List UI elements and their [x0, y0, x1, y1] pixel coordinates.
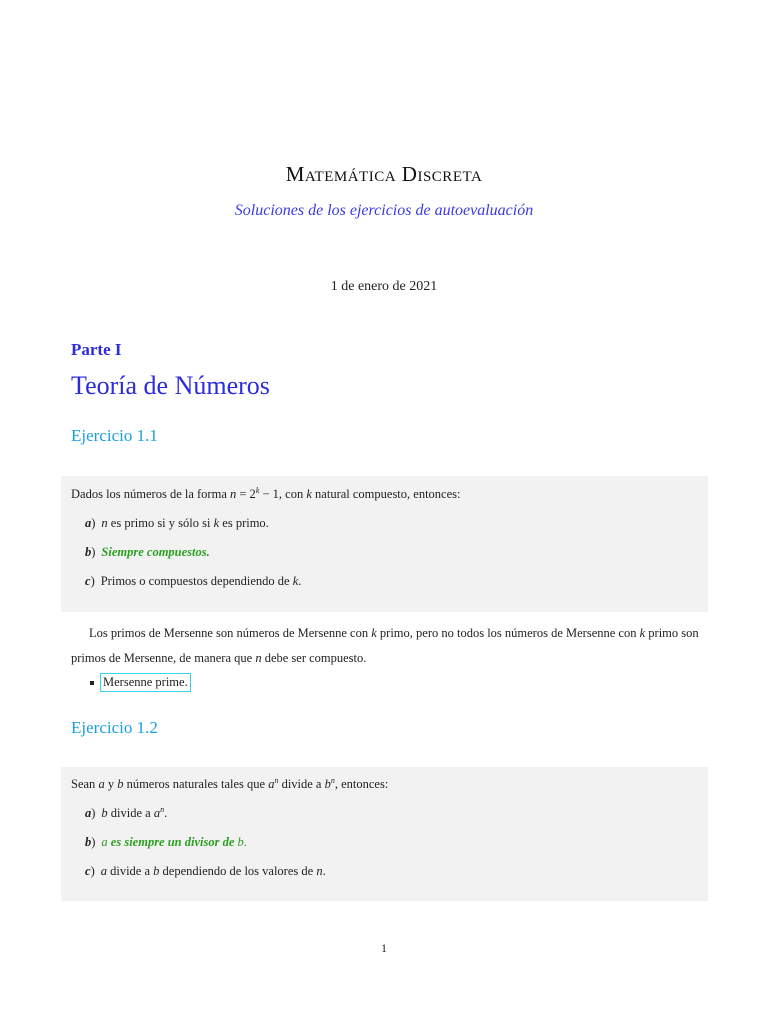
option-letter: a [85, 516, 92, 530]
math-sup: n [274, 776, 279, 785]
statement-text: números naturales tales que [123, 777, 269, 792]
option-letter: b [85, 545, 92, 559]
statement-text: Sean [71, 777, 99, 792]
bullet-icon [90, 681, 94, 685]
explanation-text: primo, pero no todos los números de Mersenne con [376, 626, 640, 640]
option-text: . [298, 574, 302, 588]
part-label: Parte I [71, 340, 122, 359]
math-var: n [316, 864, 323, 878]
math-var: k [639, 626, 646, 640]
option-text: Primos o compuestos dependiendo de [100, 574, 293, 588]
math-var: b [153, 864, 160, 878]
math-sup: k [255, 486, 260, 495]
exercise-1-2-statement [71, 776, 388, 792]
math-var: k [306, 487, 312, 502]
option-text: . [322, 864, 326, 878]
option-a: a) b divide a $a^n$. [85, 805, 168, 821]
correct-answer-text: Siempre compuestos. [101, 545, 210, 559]
math-var: a [268, 777, 275, 792]
option-c: c) Primos o compuestos dependiendo de k. [85, 574, 302, 588]
option-text: es primo si y sólo si [107, 516, 214, 530]
math-sup: n [330, 776, 335, 785]
document-title: Matemática Discreta [285, 162, 483, 186]
option-text: es primo. [219, 516, 269, 530]
exercise-1-1-box [61, 476, 708, 612]
option-text: . [164, 806, 168, 821]
option-text: divide a [106, 864, 154, 878]
option-text: dependiendo de los valores de [159, 864, 317, 878]
mersenne-prime-link[interactable]: Mersenne prime. [100, 673, 191, 692]
math-var: k [371, 626, 377, 640]
explanation-text: primo son primos de Mersenne, de manera que [71, 626, 699, 665]
exercise-1-1-explanation [71, 621, 701, 671]
exercise-1-2-heading: Ejercicio 1.2 [71, 718, 158, 737]
document-date: 1 de enero de 2021 [330, 279, 438, 294]
explanation-text: debe ser compuesto. [261, 651, 367, 665]
statement-text: , entonces: [334, 777, 389, 792]
math-var: k [292, 574, 299, 588]
math-var: b [237, 835, 244, 849]
option-c: c) a divide a b dependiendo de los valores de n. [85, 864, 326, 878]
statement-text: = 2 [236, 487, 256, 502]
option-letter: c [85, 864, 91, 878]
math-var: b [101, 806, 108, 821]
document-subtitle: Soluciones de los ejercicios de autoevaluación [234, 202, 534, 219]
option-letter: a [85, 806, 92, 821]
math-sup: n [160, 805, 165, 814]
explanation-text: Los primos de Mersenne son números de Mersenne con [89, 626, 372, 640]
option-text: . [243, 835, 247, 849]
math-var: b [324, 777, 331, 792]
math-var: k [213, 516, 220, 530]
exercise-1-1-statement [71, 486, 461, 502]
statement-text: − 1, con [259, 487, 307, 502]
option-text: divide a [107, 806, 154, 821]
math-var: a [153, 806, 161, 821]
math-var: a [100, 864, 107, 878]
math-var: a [98, 777, 105, 792]
statement-text: divide a [278, 777, 325, 792]
exercise-1-1-heading: Ejercicio 1.1 [71, 426, 158, 445]
option-letter: c [85, 574, 91, 588]
exercise-1-2-box [61, 767, 708, 901]
correct-answer-text: es siempre un divisor de [107, 835, 238, 849]
reference-list-item [90, 673, 191, 692]
page-number: 1 [381, 941, 387, 955]
statement-text: Dados los números de la forma [71, 487, 230, 502]
math-var: a [101, 835, 108, 849]
math-var: n [101, 516, 108, 530]
math-var: n [230, 487, 237, 502]
math-var: b [117, 777, 124, 792]
option-b-correct: b) Siempre compuestos. [85, 545, 210, 559]
statement-text: y [104, 777, 118, 792]
statement-text: natural compuesto, entonces: [311, 487, 461, 502]
option-b-correct: b) a es siempre un divisor de b. [85, 835, 247, 849]
math-var: n [255, 651, 262, 665]
option-letter: b [85, 835, 92, 849]
option-a: a) n es primo si y sólo si k es primo. [85, 516, 269, 530]
part-title: Teoría de Números [71, 371, 270, 400]
